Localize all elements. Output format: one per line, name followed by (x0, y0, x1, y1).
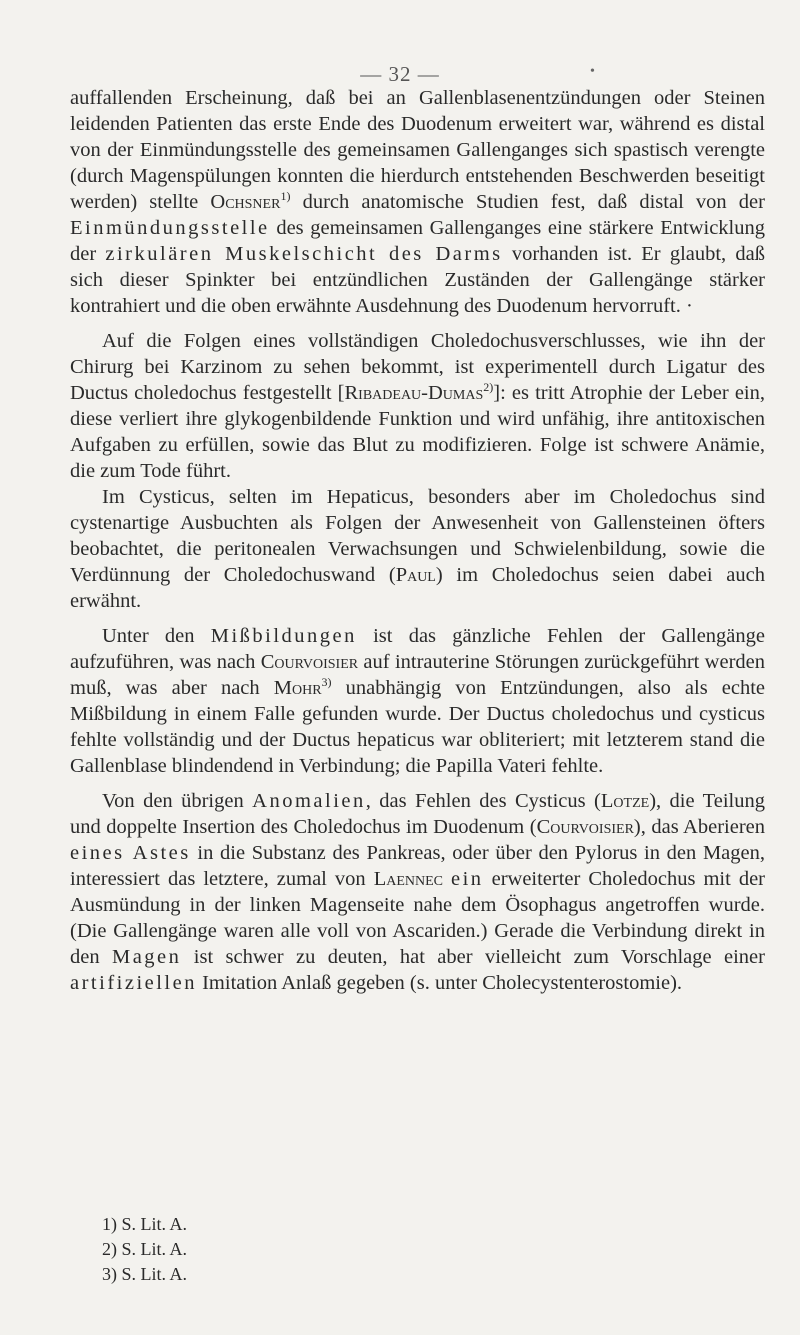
page-number: — 32 — (360, 62, 440, 86)
text-run: Unter den (102, 625, 211, 647)
paragraph (70, 484, 765, 614)
footnote: 2) S. Lit. A. (102, 1239, 188, 1259)
spaced-emphasis: Anomalien (252, 790, 366, 812)
spaced-emphasis: artifiziellen (70, 972, 197, 994)
text-run: erweiterter Choledochus mit der Ausmündung in der linken Magenseite nahe dem Ösophagus angetroffen wurde. (Die Gallengänge waren alle voll von Ascariden.) Gerade die Verbindung direkt in den (70, 868, 765, 968)
paragraph (70, 85, 765, 319)
text-run: Auf die Folgen eines vollständigen Choledochusverschlusses, wie ihn der Chirurg bei Karzinom zu sehen bekommt, ist experimentell durch Ligatur des Ductus choledochus festgestellt [ (70, 330, 765, 404)
text-run: Im Cysticus, selten im Hepaticus, besonders aber im Choledochus sind cystenartige Ausbuchten als Folgen der Anwesenheit von Gallensteinen öfters beobachtet, die peritonealen Verwachsungen und Schwielenbildung, sowie die Verdünnung der Choledochuswand ( (70, 486, 765, 586)
text-run: ist schwer zu deuten, hat aber vielleicht zum Vorschlage einer (181, 946, 765, 968)
spaced-emphasis: Einmündungsstelle (70, 217, 270, 239)
spaced-emphasis: ein (451, 868, 484, 890)
page-mark: • (590, 64, 595, 79)
footnotes (102, 1212, 187, 1287)
author-name: Ochsner (210, 191, 281, 213)
text-run: ]: es tritt Atrophie der Leber ein, diese verliert ihre glykogenbildende Funktion und wird unfähig, ihre antitoxischen Aufgaben zu erfüllen, sowie das Blut zu modifizieren. Folge ist schwere Anämie, die zum Tode führt. (70, 382, 765, 482)
text-run: Imitation Anlaß gegeben (s. unter Cholecystenterostomie). (196, 972, 683, 994)
text-run: Von den übrigen (102, 790, 253, 812)
spaced-emphasis: Mißbildungen (210, 625, 357, 647)
author-name: Ribadeau-Dumas (344, 382, 484, 404)
text-run: vorhanden ist. Er glaubt, daß sich dieser Spinkter bei entzündlichen Zuständen der Gallengänge stärker kontrahiert und die oben erwähnte Ausdehnung des Duodenum hervorruft. · (70, 243, 765, 317)
author-name: Lotze (600, 790, 650, 812)
paragraph (70, 788, 765, 996)
text-run: , das Fehlen des Cysticus ( (365, 790, 601, 812)
text-run: unabhängig von Entzündungen, also als echte Mißbildung in einem Falle gefunden wurde. Der Ductus choledochus und cysticus fehlte vollständig und der Ductus hepaticus war obliteriert; mit letzterem stand die Gallenblase blindendend in Verbindung; die Papilla Vateri fehlte. (70, 677, 765, 777)
text-run: durch anatomische Studien fest, daß distal von der (290, 191, 765, 213)
footnote-ref: 3) (321, 675, 332, 690)
paragraph (70, 328, 765, 484)
text-run: ist das gänzliche Fehlen der Gallengänge aufzuführen, was nach (70, 625, 765, 673)
text-run: ), das Aberieren (633, 816, 765, 838)
text-run: in die Substanz des Pankreas, oder über den Pylorus in den Magen, interessiert das letztere, zumal von (70, 842, 766, 890)
author-name: Courvoisier (536, 816, 634, 838)
text-run: auffallenden Erscheinung, daß bei an Gallenblasenentzündungen oder Steinen leidenden Patienten das erste Ende des Duodenum erweitert war, während es distal von der Einmündungsstelle des gemeinsamen Gallenganges sich spastisch verengte (durch Magenspülungen konnten die hierdurch entstehenden Beschwerden beseitigt werden) stellte (70, 87, 765, 213)
spaced-emphasis: eines Astes (70, 842, 191, 864)
text-run: ) im Choledochus seien dabei auch erwähnt. (70, 564, 765, 612)
footnote-ref: 1) (280, 189, 291, 204)
paragraph (70, 623, 765, 779)
author-name: Courvoisier (260, 651, 359, 673)
author-name: Mohr (273, 677, 322, 699)
body-text (70, 85, 765, 996)
text-run: auf intrauterine Störungen zurückgeführt werden muß, was aber nach (70, 651, 766, 699)
spaced-emphasis: zirkulären Muskelschicht des Darms (105, 243, 503, 265)
footnote: 1) S. Lit. A. (102, 1214, 188, 1234)
spaced-emphasis: Magen (111, 946, 182, 968)
footnote: 3) S. Lit. A. (102, 1264, 188, 1284)
author-name: Paul (395, 564, 436, 586)
author-name: Laennec (373, 868, 443, 890)
text-run: ), die Teilung und doppelte Insertion des Choledochus im Duodenum ( (70, 790, 765, 838)
footnote-ref: 2) (483, 380, 494, 395)
text-run: des gemeinsamen Gallenganges eine stärkere Entwicklung der (70, 217, 765, 265)
text-run (443, 868, 451, 890)
